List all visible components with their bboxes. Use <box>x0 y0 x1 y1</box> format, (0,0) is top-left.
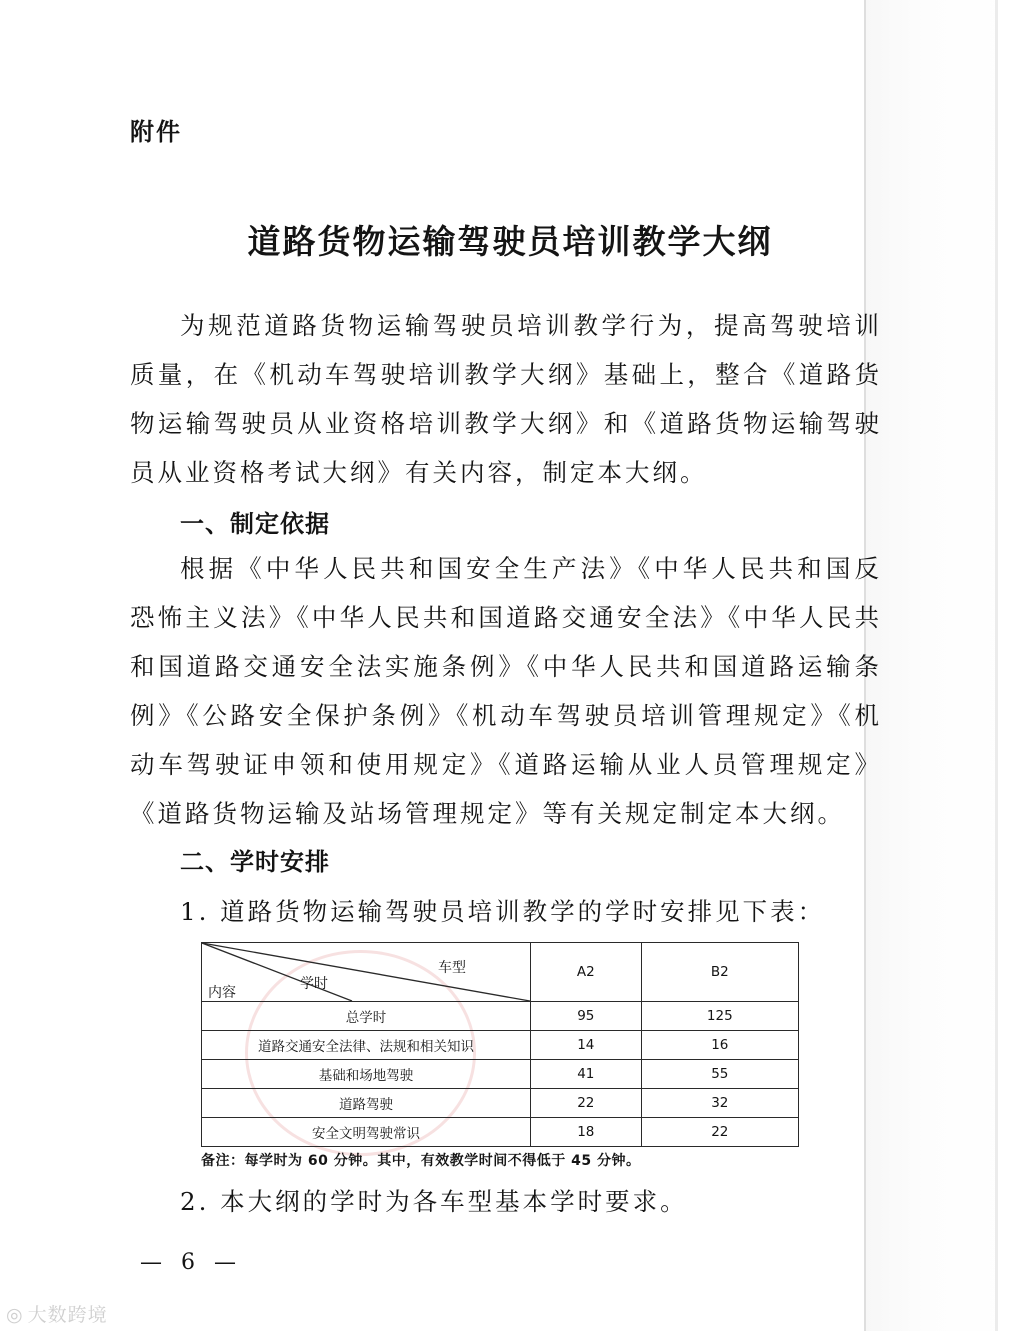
study-hours-table <box>201 942 799 1147</box>
row-a2: 41 <box>531 1060 642 1089</box>
page-number: — 6 — <box>140 1250 242 1275</box>
header-a2: A2 <box>531 943 642 1002</box>
table-note: 备注：每学时为 60 分钟。其中，有效教学时间不得低于 45 分钟。 <box>201 1153 641 1169</box>
header-content: 内容 <box>208 985 236 1001</box>
table-diagonal-header <box>202 943 531 1002</box>
section1-body: 根据《中华人民共和国安全生产法》《中华人民共和国反恐怖主义法》《中华人民共和国道路交通安全法》《中华人民共和国道路交通安全法实施条例》《中华人民共和国道路运输条例》《公路安全保护条例》《机动车驾驶员培训管理规定》《机动车驾驶证申领和使用规定》《道路运输从业人员管理规定》《道路货物运输及站场管理规定》等有关规定制定本大纲。 <box>130 554 882 828</box>
table-row <box>202 1002 799 1031</box>
row-a2: 22 <box>531 1089 642 1118</box>
row-a2: 95 <box>531 1002 642 1031</box>
table-row <box>202 1060 799 1089</box>
table-header-row <box>202 943 799 1002</box>
watermark-logo-icon: ◎ <box>6 1304 24 1326</box>
table-row <box>202 1089 799 1118</box>
row-b2: 16 <box>641 1031 798 1060</box>
row-label: 总学时 <box>202 1002 531 1031</box>
table-row <box>202 1031 799 1060</box>
watermark-text: 大数跨境 <box>27 1304 108 1326</box>
document-title: 道路货物运输驾驶员培训教学大纲 <box>247 222 773 261</box>
watermark <box>6 1300 108 1327</box>
row-a2: 18 <box>531 1118 642 1147</box>
row-label: 基础和场地驾驶 <box>202 1060 531 1089</box>
row-b2: 22 <box>641 1118 798 1147</box>
section2-heading: 二、学时安排 <box>180 848 330 876</box>
row-label: 安全文明驾驶常识 <box>202 1118 531 1147</box>
row-label: 道路交通安全法律、法规和相关知识 <box>202 1031 531 1060</box>
row-b2: 125 <box>641 1002 798 1031</box>
scan-edge-line <box>995 0 998 1331</box>
header-vehicle-type: 车型 <box>438 960 466 976</box>
intro-paragraph: 为规范道路货物运输驾驶员培训教学行为，提高驾驶培训质量，在《机动车驾驶培训教学大纲》基础上，整合《道路货物运输驾驶员从业资格培训教学大纲》和《道路货物运输驾驶员从业资格考试大纲》有关内容，制定本大纲。 <box>130 311 882 487</box>
section2-item2: 2. 本大纲的学时为各车型基本学时要求。 <box>180 1187 688 1216</box>
scan-edge-shadow <box>866 0 1011 1331</box>
row-b2: 55 <box>641 1060 798 1089</box>
section1-heading: 一、制定依据 <box>180 510 330 538</box>
section2-item1: 1. 道路货物运输驾驶员培训教学的学时安排见下表： <box>180 897 826 926</box>
header-b2: B2 <box>641 943 798 1002</box>
header-hours: 学时 <box>300 976 328 992</box>
row-a2: 14 <box>531 1031 642 1060</box>
attachment-label: 附件 <box>130 118 182 146</box>
row-b2: 32 <box>641 1089 798 1118</box>
table-row <box>202 1118 799 1147</box>
row-label: 道路驾驶 <box>202 1089 531 1118</box>
diagonal-lines <box>202 943 530 1001</box>
